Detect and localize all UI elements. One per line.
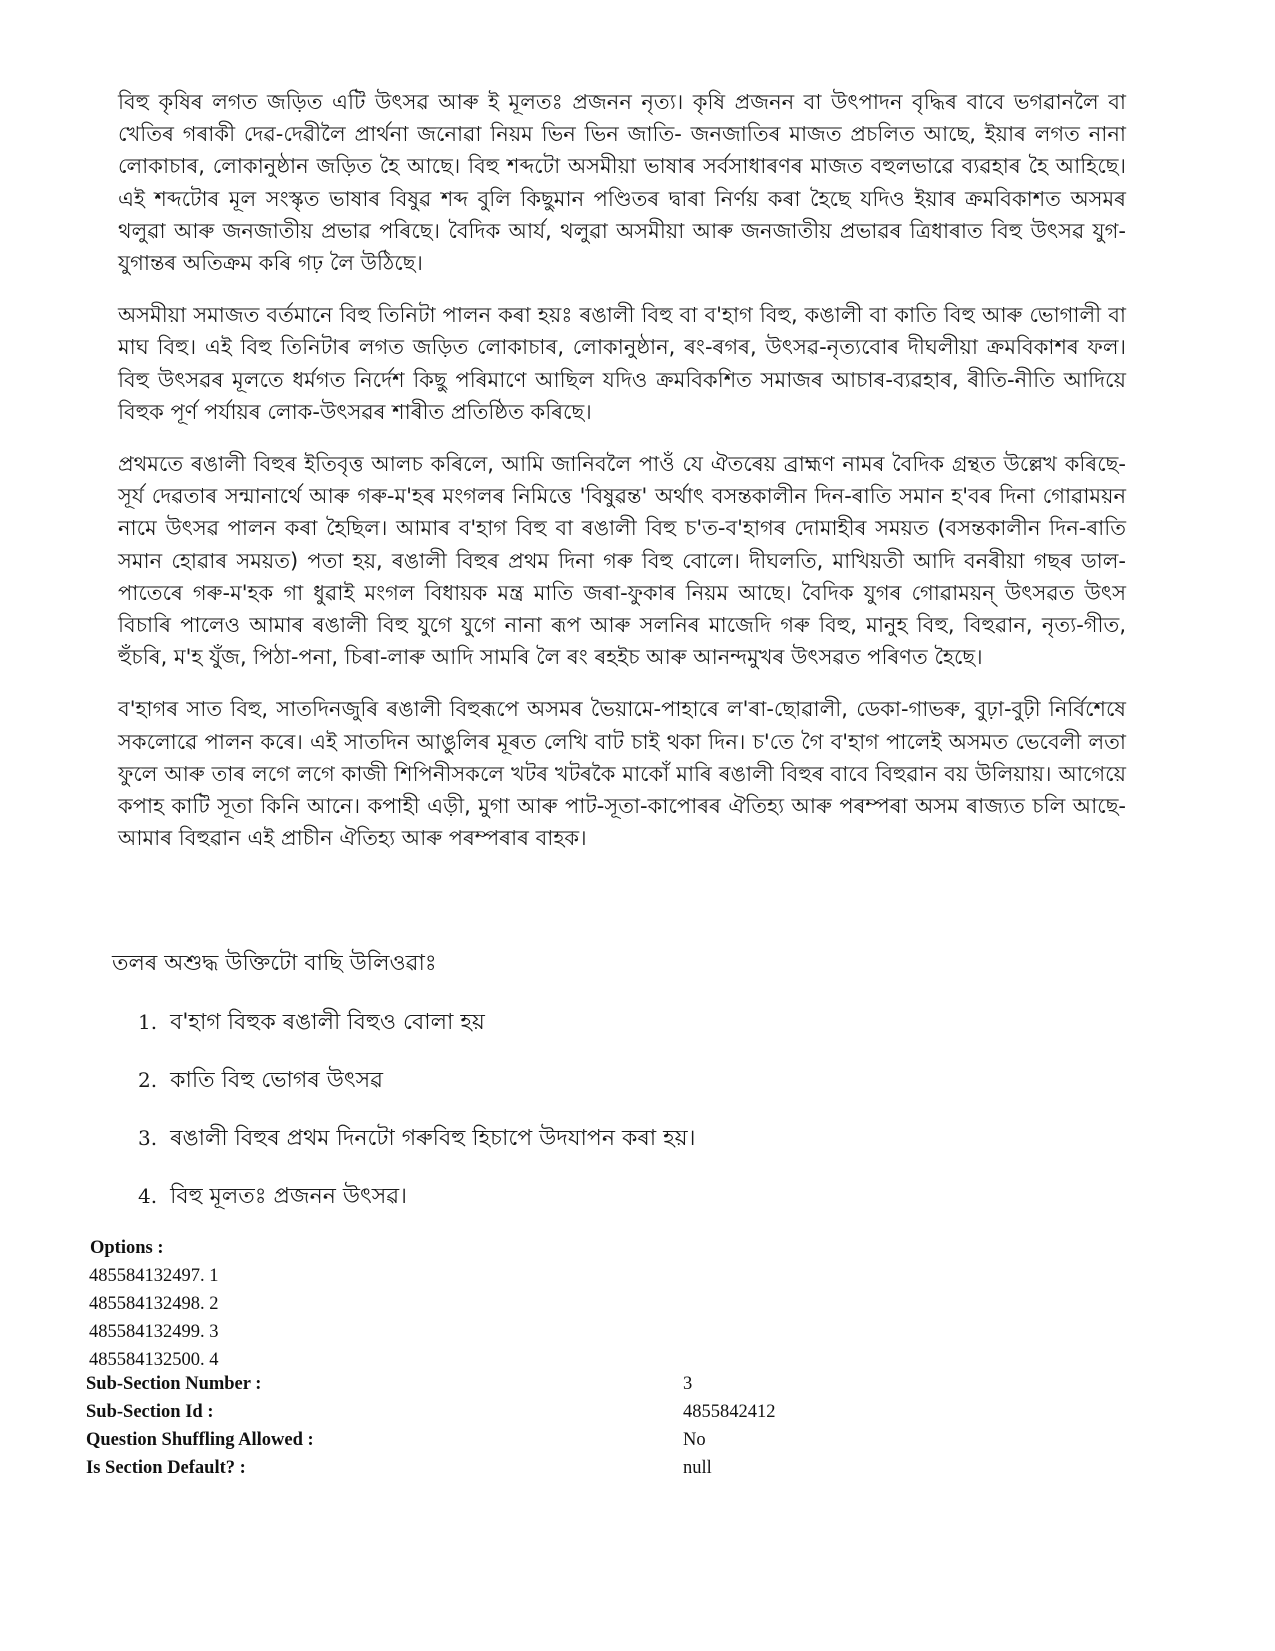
question-block <box>112 946 1112 1237</box>
meta-label: Question Shuffling Allowed : <box>86 1430 314 1450</box>
statement-item <box>138 1121 1112 1179</box>
option-item[interactable]: 485584132499. 3 <box>89 1322 219 1342</box>
question-prompt: তলৰ অশুদ্ধ উক্তিটো বাছি উলিওৱাঃ <box>112 951 437 976</box>
meta-row <box>86 1426 986 1454</box>
option-item[interactable]: 485584132498. 2 <box>89 1294 219 1314</box>
meta-row <box>86 1454 986 1482</box>
passage-text-block <box>118 86 1126 874</box>
statement-number: 3. <box>138 1126 158 1150</box>
meta-value: null <box>683 1458 712 1478</box>
statement-text: বিহু মূলতঃ প্ৰজনন উৎসৱ। <box>170 1184 408 1209</box>
statement-item <box>138 1005 1112 1063</box>
statement-item <box>138 1063 1112 1121</box>
option-item[interactable]: 485584132497. 1 <box>89 1266 219 1286</box>
options-block <box>89 1234 789 1374</box>
meta-value: 3 <box>683 1374 693 1394</box>
meta-label: Is Section Default? : <box>86 1458 246 1478</box>
subsection-meta-table <box>86 1370 986 1482</box>
statement-item <box>138 1179 1112 1237</box>
meta-row <box>86 1370 986 1398</box>
passage-paragraph: ব'হাগৰ সাত বিহু, সাতদিনজুৰি ৰঙালী বিহুৰূপে অসমৰ ভৈয়ামে-পাহাৰে ল'ৰা-ছোৱালী, ডেকা-গাভৰু, বুঢ়া-বুঢ়ী নিৰ্বিশেষে সকলোৱে পালন কৰে। এই সাতদিন আঙুলিৰ মূৰত লেখি বাট চাই থকা দিন। চ'তে গৈ ব'হাগ পালেই অসমত ভেবেলী লতা ফুলে আৰু তাৰ লগে লগে কাজী শিপিনীসকলে খটৰ খটৰকৈ মাকোঁ মাৰি ৰঙালী বিহুৰ বাবে বিহুৱান বয় উলিয়ায়। আগেয়ে কপাহ কাটি সূতা কিনি আনে। কপাহী এড়ী, মুগা আৰু পাট-সূতা-কাপোৰৰ ঐতিহ্য আৰু পৰম্পৰা অসম ৰাজ্যত চলি আছে- আমাৰ বিহুৱান এই প্ৰাচীন ঐতিহ্য আৰু পৰম্পৰাৰ বাহক। <box>118 697 1126 851</box>
option-item[interactable]: 485584132500. 4 <box>89 1350 219 1370</box>
statement-text: ৰঙালী বিহুৰ প্ৰথম দিনটো গৰুবিহু হিচাপে উদযাপন কৰা হয়। <box>170 1126 696 1151</box>
statement-number: 1. <box>138 1010 158 1034</box>
options-title: Options : <box>90 1238 164 1258</box>
meta-label: Sub-Section Number : <box>86 1374 262 1394</box>
meta-value: 4855842412 <box>683 1402 776 1422</box>
statement-list <box>112 1005 1112 1237</box>
passage-paragraph: অসমীয়া সমাজত বৰ্তমানে বিহু তিনিটা পালন কৰা হয়ঃ ৰঙালী বিহু বা ব'হাগ বিহু, কঙালী বা কাতি বিহু আৰু ভোগালী বা মাঘ বিহু। এই বিহু তিনিটাৰ লগত জড়িত লোকাচাৰ, লোকানুষ্ঠান, ৰং-ৰগৰ, উৎসৱ-নৃত্যবোৰ দীঘলীয়া ক্ৰমবিকাশৰ ফল। বিহু উৎসৱৰ মূলতে ধৰ্মগত নিৰ্দেশ কিছু পৰিমাণে আছিল যদিও ক্ৰমবিকশিত সমাজৰ আচাৰ-ব্যৱহাৰ, ৰীতি-নীতি আদিয়ে বিহুক পূৰ্ণ পৰ্যায়ৰ লোক-উৎসৱৰ শাৰীত প্ৰতিষ্ঠিত কৰিছে। <box>118 303 1126 424</box>
statement-text: ব'হাগ বিহুক ৰঙালী বিহুও বোলা হয় <box>170 1010 485 1035</box>
passage-paragraph: প্ৰথমতে ৰঙালী বিহুৰ ইতিবৃত্ত আলচ কৰিলে, আমি জানিবলৈ পাওঁ যে ঐতৰেয় ব্ৰাহ্মণ নামৰ বৈদিক গ্ৰন্থত উল্লেখ কৰিছে- সূৰ্য দেৱতাৰ সন্মানাৰ্থে আৰু গৰু-ম'হৰ মংগলৰ নিমিত্তে 'বিষুৱন্ত' অৰ্থাৎ বসন্তকালীন দিন-ৰাতি সমান হ'বৰ দিনা গোৱাময়ন নামে উৎসৱ পালন কৰা হৈছিল। আমাৰ ব'হাগ বিহু বা ৰঙালী বিহু চ'ত-ব'হাগৰ দোমাহীৰ সময়ত (বসন্তকালীন দিন-ৰাতি সমান হোৱাৰ সময়ত) পতা হয়, ৰঙালী বিহুৰ প্ৰথম দিনা গৰু বিহু বোলে। দীঘলতি, মাখিয়তী আদি বনৰীয়া গছৰ ডাল-পাতেৰে গৰু-ম'হক গা ধুৱাই মংগল বিধায়ক মন্ত্ৰ মাতি জৰা-ফুকাৰ নিয়ম আছে। বৈদিক যুগৰ গোৱাময়ন্ উৎসৱত উৎস বিচাৰি পালেও আমাৰ ৰঙালী বিহু যুগে যুগে নানা ৰূপ আৰু সলনিৰ মাজেদি গৰু বিহু, মানুহ বিহু, বিহুৱান, নৃত্য-গীত, হুঁচৰি, ম'হ যুঁজ, পিঠা-পনা, চিৰা-লাৰু আদি সামৰি লৈ ৰং ৰহইচ আৰু আনন্দমুখৰ উৎসৱত পৰিণত হৈছে। <box>118 452 1126 670</box>
passage-paragraph: বিহু কৃষিৰ লগত জড়িত এটি উৎসৱ আৰু ই মূলতঃ প্ৰজনন নৃত্য। কৃষি প্ৰজনন বা উৎপাদন বৃদ্ধিৰ বাবে ভগৱানলৈ বা খেতিৰ গৰাকী দেৱ-দেৱীলৈ প্ৰাৰ্থনা জনোৱা নিয়ম ভিন ভিন জাতি- জনজাতিৰ মাজত প্ৰচলিত আছে, ইয়াৰ লগত নানা লোকাচাৰ, লোকানুষ্ঠান জড়িত হৈ আছে। বিহু শব্দটো অসমীয়া ভাষাৰ সৰ্বসাধাৰণৰ মাজত বহুলভাৱে ব্যৱহাৰ হৈ আহিছে। এই শব্দটোৰ মূল সংস্কৃত ভাষাৰ বিষুৱ শব্দ বুলি কিছুমান পণ্ডিতৰ দ্বাৰা নিৰ্ণয় কৰা হৈছে যদিও ইয়াৰ ক্ৰমবিকাশত অসমৰ থলুৱা আৰু জনজাতীয় প্ৰভাৱ পৰিছে। বৈদিক আৰ্য, থলুৱা অসমীয়া আৰু জনজাতীয় প্ৰভাৱৰ ত্ৰিধাৰাত বিহু উৎসৱ যুগ-যুগান্তৰ অতিক্ৰম কৰি গঢ় লৈ উঠিছে। <box>118 90 1126 276</box>
statement-text: কাতি বিহু ভোগৰ উৎসৱ <box>170 1068 384 1093</box>
meta-row <box>86 1398 986 1426</box>
meta-value: No <box>683 1430 706 1450</box>
meta-label: Sub-Section Id : <box>86 1402 214 1422</box>
statement-number: 4. <box>138 1184 158 1208</box>
statement-number: 2. <box>138 1068 158 1092</box>
